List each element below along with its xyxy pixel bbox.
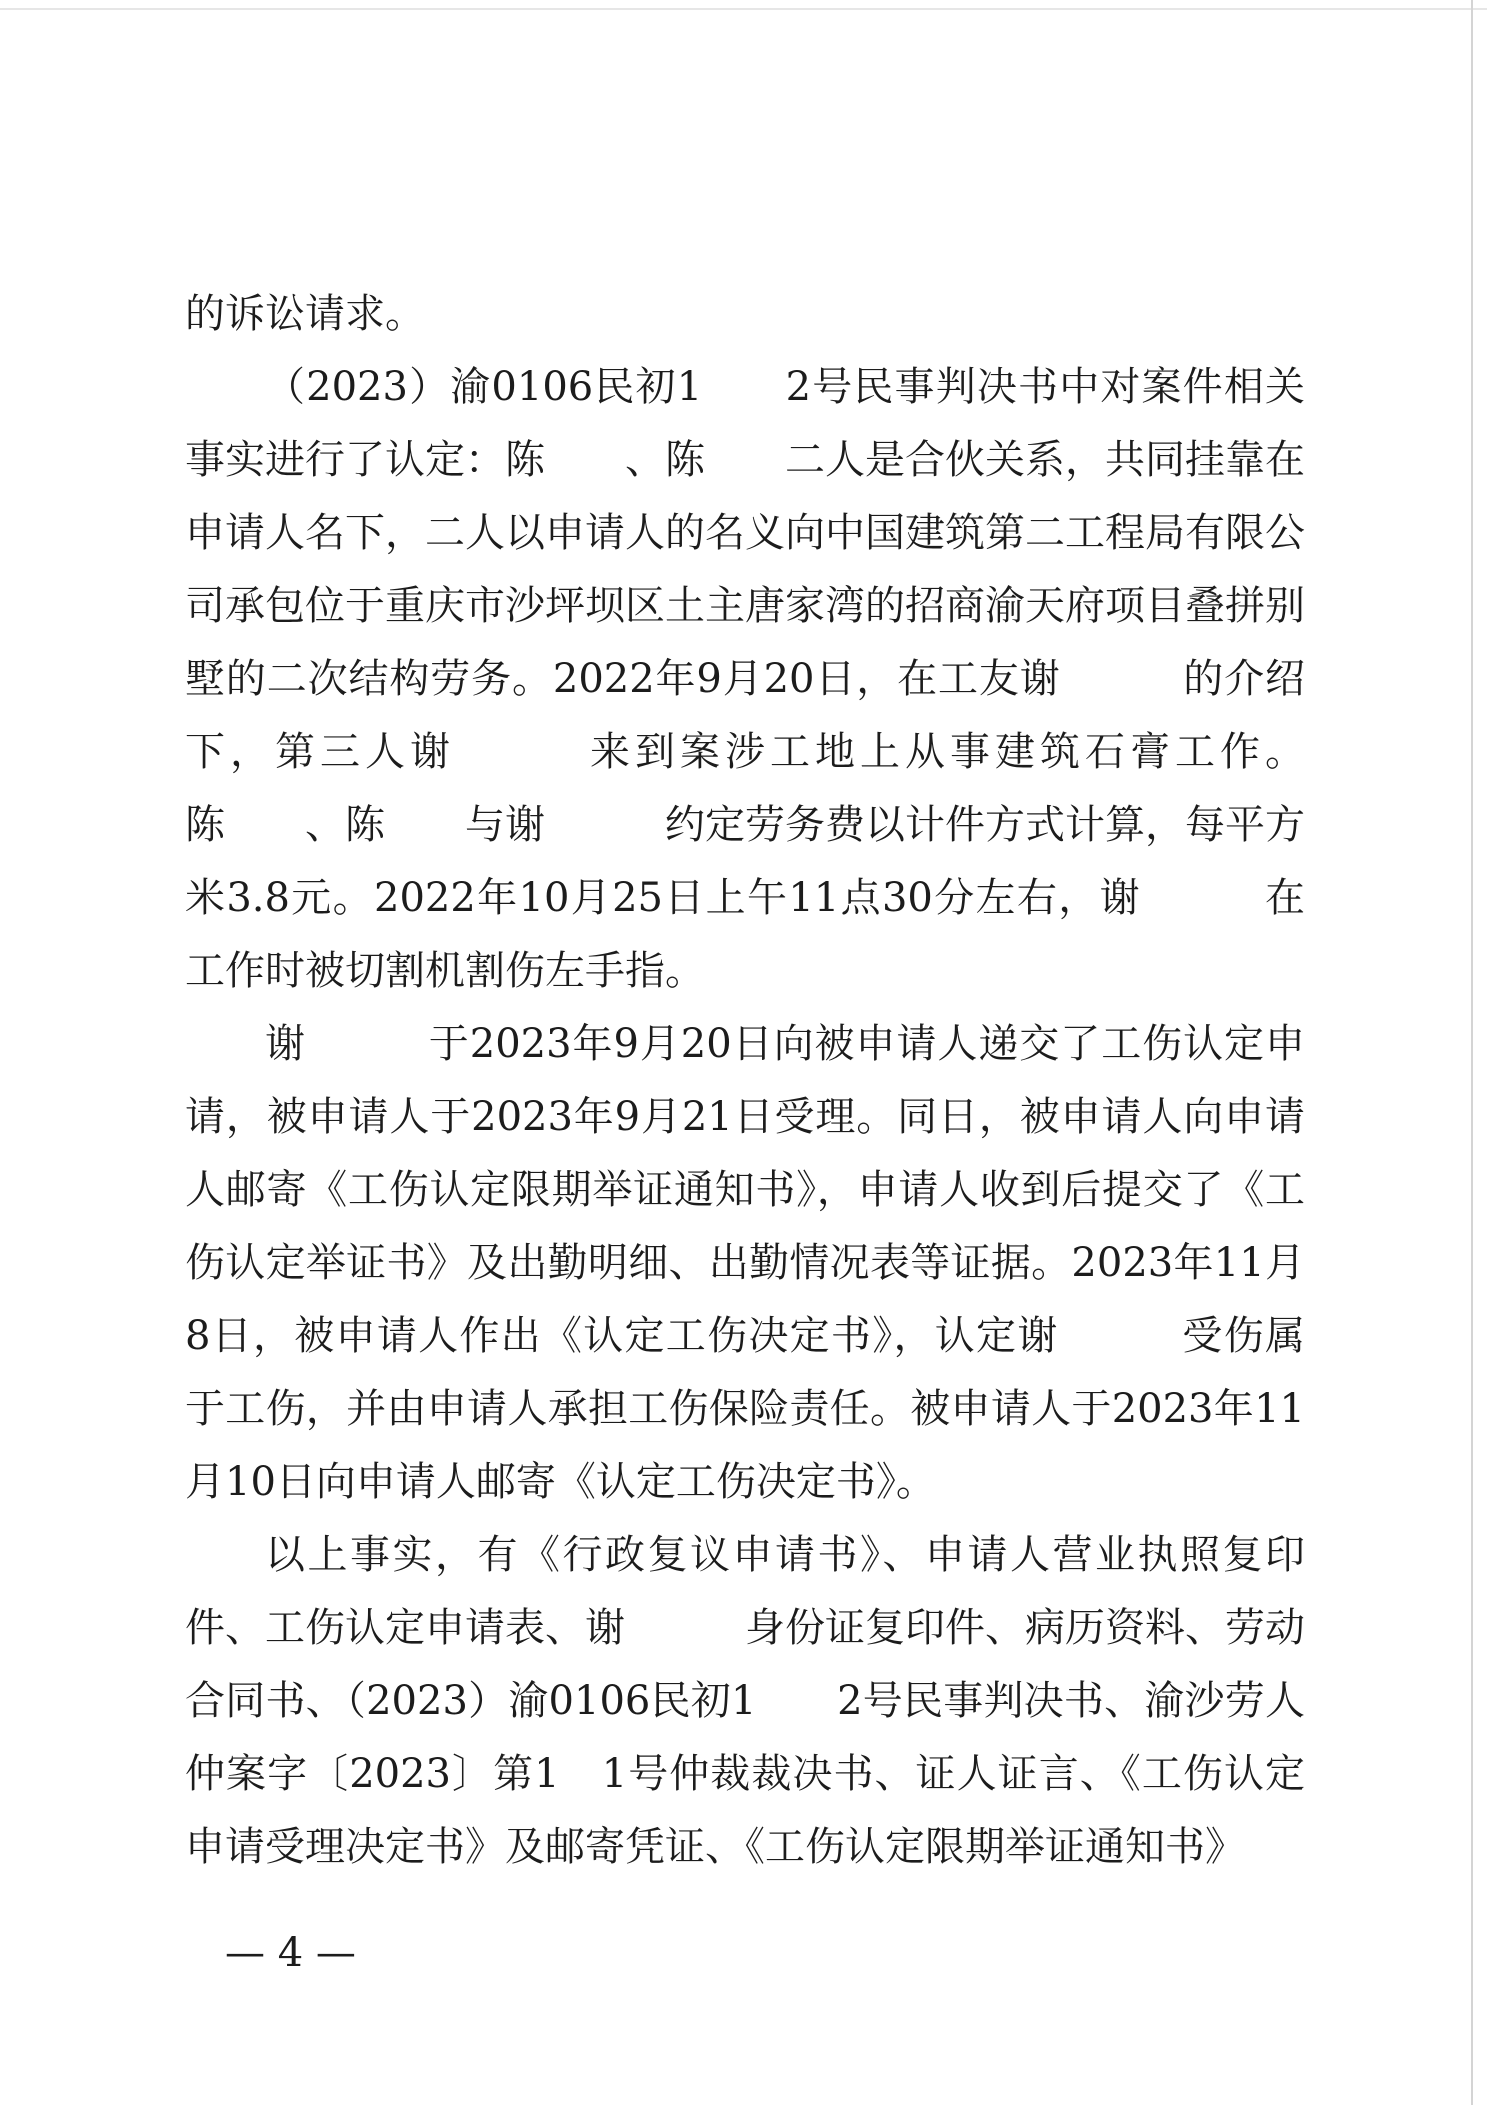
paragraph-evidence: 以上事实，有《行政复议申请书》、申请人营业执照复印件、工伤认定申请表、谢 身份证复印件、病历资料、劳动合同书、（2023）渝0106民初1 2号民事判决书、渝沙劳人仲案字〔2023〕第1 1号仲裁裁决书、证人证言、《工伤认定申请受理决定书》及邮寄凭证、《工伤认定限期举证通知书》 (185, 1532, 1305, 1870)
paragraph-court-judgment: （2023）渝0106民初1 2号民事判决书中对案件相关事实进行了认定：陈 、陈 二人是合伙关系，共同挂靠在申请人名下，二人以申请人的名义向中国建筑第二工程局有限公司承包位于重庆市沙坪坝区土主唐家湾的招商渝天府项目叠拼别墅的二次结构劳务。2022年9月20日，在工友谢 的介绍下，第三人谢 来到案涉工地上从事建筑石膏工作。陈 、陈 与谢 约定劳务费以计件方式计算，每平方米3.8元。2022年10月25日上午11点30分左右，谢 在工作时被切割机割伤左手指。 (185, 364, 1305, 994)
document-body (185, 278, 1305, 1884)
paragraph-continuation: 的诉讼请求。 (185, 291, 425, 337)
paragraph-injury-application: 谢 于2023年9月20日向被申请人递交了工伤认定申请，被申请人于2023年9月21日受理。同日，被申请人向申请人邮寄《工伤认定限期举证通知书》，申请人收到后提交了《工伤认定举证书》及出勤明细、出勤情况表等证据。2023年11月8日，被申请人作出《认定工伤决定书》，认定谢 受伤属于工伤，并由申请人承担工伤保险责任。被申请人于2023年11月10日向申请人邮寄《认定工伤决定书》。 (185, 1021, 1305, 1505)
page-number: — 4 — (225, 1930, 356, 1976)
scan-edge-top (0, 8, 1487, 10)
scan-edge-right (1471, 0, 1473, 2105)
